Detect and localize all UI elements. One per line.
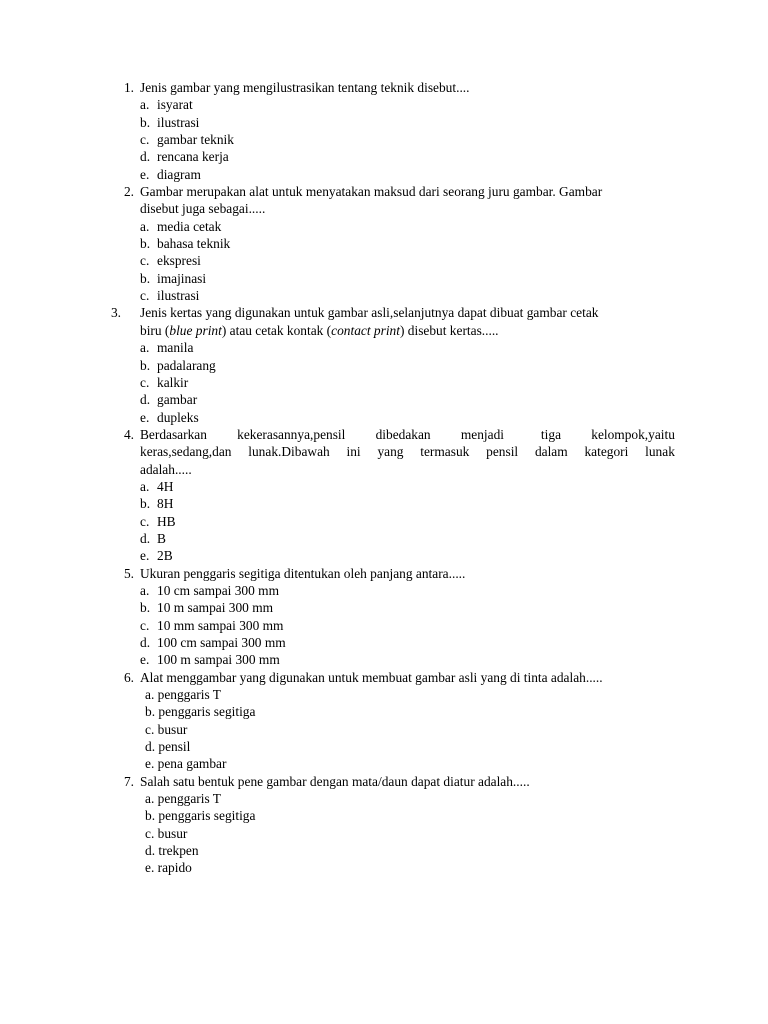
- option-text: media cetak: [157, 218, 222, 234]
- word: kelompok,yaitu: [591, 426, 675, 442]
- question-number: 2.: [123, 184, 134, 200]
- option-text: gambar: [157, 392, 198, 408]
- option-text: b. penggaris segitiga: [145, 808, 256, 824]
- option-text: imajinasi: [157, 270, 207, 286]
- option-b: [0, 495, 768, 512]
- question-number: 6.: [123, 669, 134, 685]
- option-b: [0, 357, 768, 374]
- option-text: ilustrasi: [157, 288, 200, 304]
- option-b: [0, 114, 768, 131]
- option-text: manila: [157, 340, 194, 356]
- option-letter: b.: [140, 357, 151, 373]
- option-e: [0, 287, 768, 304]
- option-letter: c.: [140, 288, 150, 304]
- option-text: d. trekpen: [145, 843, 199, 859]
- option-a: [0, 96, 768, 113]
- question-number: 1.: [123, 80, 134, 95]
- question-text: Ukuran penggaris segitiga ditentukan oleh panjang antara.....: [140, 565, 466, 581]
- option-text: 4H: [157, 478, 174, 494]
- option-a: [0, 790, 768, 807]
- option-text: 10 m sampai 300 mm: [157, 600, 274, 616]
- option-c: [0, 252, 768, 269]
- option-e: [0, 651, 768, 668]
- option-a: [0, 686, 768, 703]
- question-text-line-2: disebut juga sebagai.....: [140, 201, 266, 217]
- option-text: e. rapido: [145, 860, 192, 876]
- option-b: [0, 703, 768, 720]
- option-d: [0, 530, 768, 547]
- question-text: Alat menggambar yang digunakan untuk membuat gambar asli yang di tinta adalah.....: [140, 669, 603, 685]
- option-letter: c.: [140, 374, 150, 390]
- option-b: [0, 599, 768, 616]
- option-letter: e.: [140, 409, 150, 425]
- option-letter: b.: [140, 496, 151, 512]
- question-list: [0, 79, 768, 877]
- option-text: isyarat: [157, 97, 193, 113]
- question-3: [0, 304, 768, 425]
- option-text: diagram: [157, 166, 201, 182]
- option-a: [0, 478, 768, 495]
- question-text: Salah satu bentuk pene gambar dengan mata/daun dapat diatur adalah.....: [140, 773, 530, 789]
- option-a: [0, 582, 768, 599]
- option-letter: c.: [140, 132, 150, 148]
- option-letter: a.: [140, 97, 150, 113]
- option-c: [0, 513, 768, 530]
- question-text: Jenis gambar yang mengilustrasikan tentang teknik disebut....: [140, 80, 470, 95]
- question-1: [0, 79, 768, 183]
- option-text: c. busur: [145, 721, 188, 737]
- option-a: [0, 339, 768, 356]
- option-b: [0, 807, 768, 824]
- option-text: 2B: [157, 548, 173, 564]
- option-letter: b.: [140, 236, 151, 252]
- option-text: d. pensil: [145, 739, 191, 755]
- option-e: [0, 859, 768, 876]
- question-6: [0, 669, 768, 773]
- option-text: 100 m sampai 300 mm: [157, 652, 280, 668]
- option-text: a. penggaris T: [145, 791, 221, 807]
- option-text: 10 cm sampai 300 mm: [157, 582, 279, 598]
- option-e: [0, 409, 768, 426]
- option-letter: e.: [140, 652, 150, 668]
- option-letter: d.: [140, 635, 151, 650]
- option-text: rencana kerja: [157, 149, 229, 165]
- option-letter: a.: [140, 340, 150, 356]
- option-letter: c.: [140, 253, 150, 269]
- option-letter: e.: [140, 166, 150, 182]
- option-letter: a.: [140, 582, 150, 598]
- question-text-line-2: keras,sedang,dan lunak.Dibawah ini yang termasuk pensil dalam kategori lunak: [140, 444, 675, 460]
- option-letter: b.: [140, 600, 151, 616]
- question-text-line-3: adalah.....: [140, 461, 192, 477]
- option-letter: c.: [140, 617, 150, 633]
- word: dibedakan: [375, 426, 431, 442]
- option-d: [0, 391, 768, 408]
- option-text: padalarang: [157, 357, 216, 373]
- option-d: [0, 270, 768, 287]
- option-letter: d.: [140, 149, 151, 165]
- option-c: [0, 131, 768, 148]
- question-number: 4.: [123, 426, 134, 442]
- option-text: dupleks: [157, 409, 199, 425]
- option-text: ilustrasi: [157, 114, 200, 130]
- option-text: b. penggaris segitiga: [145, 704, 256, 720]
- italic-term: contact print: [331, 322, 400, 338]
- italic-term: blue print: [169, 322, 222, 338]
- option-text: 10 mm sampai 300 mm: [157, 617, 284, 633]
- option-letter: b.: [140, 270, 151, 286]
- option-letter: d.: [140, 530, 151, 546]
- option-a: [0, 218, 768, 235]
- option-text: a. penggaris T: [145, 687, 221, 703]
- word: kekerasannya,pensil: [237, 426, 346, 442]
- option-c: [0, 374, 768, 391]
- question-number: 3.: [110, 305, 121, 321]
- option-d: [0, 148, 768, 165]
- option-text: ekspresi: [157, 253, 201, 269]
- question-5: [0, 565, 768, 669]
- option-text: bahasa teknik: [157, 236, 231, 252]
- option-c: [0, 825, 768, 842]
- option-c: [0, 617, 768, 634]
- option-letter: e.: [140, 548, 150, 564]
- question-number: 7.: [123, 773, 134, 789]
- word: tiga: [534, 426, 562, 442]
- word: Berdasarkan: [140, 426, 207, 442]
- question-text-line-1: [140, 426, 675, 443]
- option-d: [0, 634, 768, 651]
- question-text-line-2: biru (blue print) atau cetak kontak (contact print) disebut kertas.....: [140, 322, 499, 338]
- option-letter: c.: [140, 513, 150, 529]
- option-d: [0, 842, 768, 859]
- option-text: HB: [157, 513, 176, 529]
- option-e: [0, 547, 768, 564]
- question-number: 5.: [123, 565, 134, 581]
- option-d: [0, 738, 768, 755]
- option-text: kalkir: [157, 374, 189, 390]
- option-b: [0, 235, 768, 252]
- option-text: B: [157, 530, 166, 546]
- option-text: gambar teknik: [157, 132, 234, 148]
- question-4: [0, 426, 768, 565]
- option-c: [0, 721, 768, 738]
- word: menjadi: [460, 426, 504, 442]
- option-e: [0, 755, 768, 772]
- option-letter: a.: [140, 218, 150, 234]
- question-7: [0, 773, 768, 877]
- option-letter: d.: [140, 392, 151, 408]
- option-text: e. pena gambar: [145, 756, 227, 772]
- option-letter: b.: [140, 114, 151, 130]
- question-text-line-1: Jenis kertas yang digunakan untuk gambar asli,selanjutnya dapat dibuat gambar cetak: [140, 305, 599, 321]
- option-text: c. busur: [145, 825, 188, 841]
- option-e: [0, 166, 768, 183]
- option-letter: a.: [140, 478, 150, 494]
- option-text: 8H: [157, 496, 174, 512]
- question-2: [0, 183, 768, 304]
- question-text-line-1: Gambar merupakan alat untuk menyatakan maksud dari seorang juru gambar. Gambar: [140, 184, 603, 200]
- option-text: 100 cm sampai 300 mm: [157, 635, 286, 650]
